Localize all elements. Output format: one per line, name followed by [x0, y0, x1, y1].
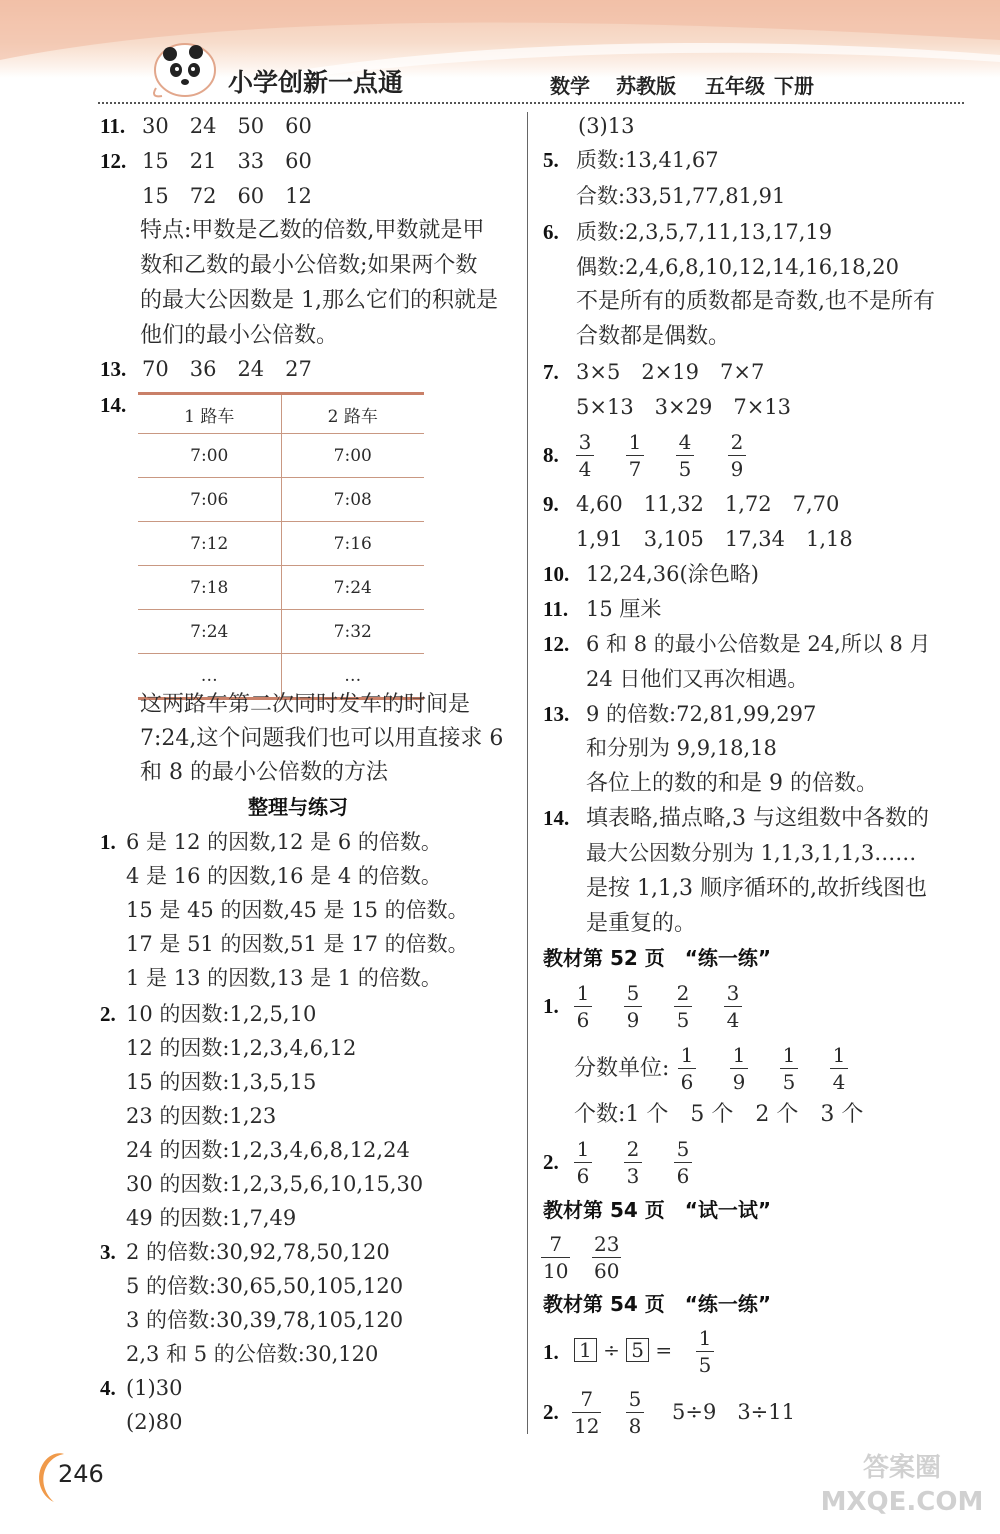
fraction [678, 1045, 696, 1092]
header-edition: 苏教版 [616, 74, 676, 98]
fraction-numerator: 1 [782, 1043, 796, 1067]
fraction-denominator: 10 [543, 1259, 569, 1283]
l-q11-text: 30 24 50 60 [142, 114, 312, 138]
section-heading-p54-practice: 教材第 54 页 “练一练” [543, 1292, 772, 1316]
fraction-bar [592, 1257, 621, 1258]
r-q6-line: 合数都是偶数。 [576, 324, 731, 349]
fraction-numerator: 5 [626, 981, 640, 1005]
table-cell: 7:32 [281, 610, 424, 654]
l-q2-line: 24 的因数:1,2,3,4,6,8,12,24 [126, 1138, 410, 1162]
l-q2-num: 2. [100, 1002, 116, 1026]
fraction-numerator: 2 [730, 430, 744, 454]
r-q9-num: 9. [543, 492, 559, 516]
fraction-numerator: 7 [580, 1387, 594, 1411]
fraction-bar [696, 1351, 714, 1352]
fraction-bar [780, 1068, 798, 1069]
l-q2-line: 12 的因数:1,2,3,4,6,12 [126, 1036, 357, 1060]
table-cell: … [281, 654, 424, 699]
fraction [541, 1234, 570, 1281]
fraction-numerator: 1 [680, 1043, 694, 1067]
fraction-denominator: 4 [832, 1070, 846, 1094]
l-q3-line: 5 的倍数:30,65,50,105,120 [126, 1274, 404, 1298]
p54-q1-num: 1. [543, 1340, 559, 1364]
fraction-bar [674, 1162, 692, 1163]
answer-box: 5 [626, 1338, 649, 1362]
fraction-bar [830, 1068, 848, 1069]
r-top-line: (3)13 [578, 114, 635, 138]
p54-q1-expr [574, 1338, 672, 1362]
fraction-numerator: 5 [676, 1137, 690, 1161]
table-row [138, 566, 424, 610]
r-q7-line: 5×13 3×29 7×13 [576, 395, 792, 419]
fraction-denominator: 60 [594, 1259, 620, 1283]
l-q13-text: 70 36 24 27 [142, 357, 312, 381]
fraction [674, 1139, 692, 1186]
table-cell: … [138, 654, 281, 699]
fraction-bar [674, 1006, 692, 1007]
p54-q2-num: 2. [543, 1400, 559, 1424]
r-q12-line: 6 和 8 的最小公倍数是 24,所以 8 月 [586, 632, 931, 656]
l-q4-line: (1)30 [126, 1376, 183, 1400]
fraction [574, 1139, 592, 1186]
r-q14-line: 是重复的。 [586, 911, 697, 936]
fraction [572, 1389, 601, 1436]
panda-mascot-logo [150, 38, 220, 100]
fraction-denominator: 7 [628, 457, 642, 481]
l-q1-line: 1 是 13 的因数,13 是 1 的倍数。 [126, 966, 442, 990]
r-q13-line: 各位上的数的和是 9 的倍数。 [586, 771, 878, 796]
fraction-bar [576, 455, 594, 456]
l-q1-line: 4 是 16 的因数,16 是 4 的倍数。 [126, 864, 442, 888]
fraction [626, 1389, 644, 1436]
l-q2-line: 15 的因数:1,3,5,15 [126, 1070, 317, 1094]
fraction-bar [541, 1257, 570, 1258]
l-q2-line: 30 的因数:1,2,3,5,6,10,15,30 [126, 1172, 424, 1196]
bus-schedule-table [138, 392, 424, 700]
table-cell: 7:24 [281, 566, 424, 610]
fraction-numerator: 23 [594, 1232, 620, 1256]
l-q12-p1: 特点:甲数是乙数的倍数,甲数就是甲 [140, 218, 485, 243]
p54-q2-rest: 5÷9 3÷11 [672, 1400, 795, 1424]
answer-box: 1 [574, 1338, 597, 1362]
table-header-cell: 1 路车 [138, 394, 281, 434]
fraction-numerator: 1 [732, 1043, 746, 1067]
fraction-denominator: 5 [676, 1008, 690, 1032]
fraction-numerator: 2 [676, 981, 690, 1005]
r-q13-num: 13. [543, 702, 570, 726]
l-q1-line: 17 是 51 的因数,51 是 17 的倍数。 [126, 932, 469, 956]
fraction-denominator: 12 [574, 1414, 600, 1438]
r-q10-text: 12,24,36(涂色略) [586, 562, 759, 586]
r-q12-num: 12. [543, 632, 570, 656]
l-q4-line: (2)80 [126, 1410, 183, 1434]
equals-sign: = [655, 1338, 673, 1362]
l-q12-num: 12. [100, 149, 127, 173]
fraction-bar [724, 1006, 742, 1007]
fraction-bar [676, 455, 694, 456]
fraction [676, 432, 694, 479]
r-q13-line: 9 的倍数:72,81,99,297 [586, 702, 817, 726]
r-q8-num: 8. [543, 443, 559, 467]
fraction-numerator: 1 [576, 1137, 590, 1161]
r-q6-line: 偶数:2,4,6,8,10,12,14,16,18,20 [576, 255, 899, 279]
fraction-numerator: 5 [628, 1387, 642, 1411]
l-q2-line: 10 的因数:1,2,5,10 [126, 1002, 317, 1026]
fraction-bar [728, 455, 746, 456]
page-number: 246 [58, 1460, 104, 1488]
fraction-denominator: 9 [626, 1008, 640, 1032]
fraction-numerator: 1 [576, 981, 590, 1005]
p52-q2-num: 2. [543, 1150, 559, 1174]
fraction-denominator: 5 [698, 1353, 712, 1377]
table-row [138, 610, 424, 654]
r-q11-num: 11. [543, 597, 569, 621]
section-heading-p52: 教材第 52 页 “练一练” [543, 946, 772, 970]
section-heading-p54-try: 教材第 54 页 “试一试” [543, 1198, 772, 1222]
fraction-denominator: 6 [676, 1164, 690, 1188]
r-q9-line: 1,91 3,105 17,34 1,18 [576, 527, 853, 551]
r-q14-line: 填表略,描点略,3 与这组数中各数的 [586, 806, 929, 831]
r-q5-line: 合数:33,51,77,81,91 [576, 184, 786, 208]
fraction [780, 1045, 798, 1092]
l-q3-line: 3 的倍数:30,39,78,105,120 [126, 1308, 404, 1332]
r-q13-line: 和分别为 9,9,18,18 [586, 736, 777, 760]
r-q5-num: 5. [543, 148, 559, 172]
table-cell: 7:00 [281, 434, 424, 478]
table-row [138, 478, 424, 522]
l-q3-line: 2,3 和 5 的公倍数:30,120 [126, 1342, 379, 1366]
fraction-bar [624, 1162, 642, 1163]
fraction [626, 432, 644, 479]
fraction-bar [626, 1412, 644, 1413]
fraction-numerator: 7 [549, 1232, 563, 1256]
header-divider [98, 102, 964, 104]
fraction-numerator: 3 [726, 981, 740, 1005]
fraction [674, 983, 692, 1030]
fraction-numerator: 1 [698, 1326, 712, 1350]
header-subject: 数学 [550, 74, 590, 98]
fraction-bar [626, 455, 644, 456]
table-cell: 7:24 [138, 610, 281, 654]
unit-label: 分数单位: [574, 1056, 670, 1081]
table-row [138, 522, 424, 566]
table-cell: 7:16 [281, 522, 424, 566]
r-q5-line: 质数:13,41,67 [576, 148, 719, 172]
l-q14-num: 14. [100, 393, 127, 417]
l-q12-line1: 15 21 33 60 [142, 149, 312, 173]
r-q14-line: 是按 1,1,3 顺序循环的,故折线图也 [586, 876, 927, 901]
l-q1-num: 1. [100, 830, 116, 854]
fraction [592, 1234, 621, 1281]
l-q13-num: 13. [100, 357, 127, 381]
header-grade: 五年级 [705, 74, 765, 98]
l-q2-line: 23 的因数:1,23 [126, 1104, 277, 1128]
r-q10-num: 10. [543, 562, 570, 586]
l-q12-p3: 的最大公因数是 1,那么它们的积就是 [140, 288, 498, 313]
p52-q1-num: 1. [543, 994, 559, 1018]
fraction-numerator: 1 [628, 430, 642, 454]
fraction-denominator: 9 [732, 1070, 746, 1094]
fraction-bar [730, 1068, 748, 1069]
table-cell: 7:00 [138, 434, 281, 478]
table-header-cell: 2 路车 [281, 394, 424, 434]
r-q14-num: 14. [543, 806, 570, 830]
fraction-bar [678, 1068, 696, 1069]
r-q11-text: 15 厘米 [586, 597, 662, 621]
fraction-bar [624, 1006, 642, 1007]
table-cell: 7:08 [281, 478, 424, 522]
fraction [574, 983, 592, 1030]
fraction [624, 1139, 642, 1186]
l-q1-line: 15 是 45 的因数,45 是 15 的倍数。 [126, 898, 469, 922]
r-q6-line: 质数:2,3,5,7,11,13,17,19 [576, 220, 833, 244]
l-q12-p2: 数和乙数的最小公倍数;如果两个数 [140, 253, 478, 278]
l-q12-p4: 他们的最小公倍数。 [140, 323, 339, 348]
l-q14-p3: 和 8 的最小公倍数的方法 [140, 760, 388, 785]
r-q12-line: 24 日他们又再次相遇。 [586, 667, 809, 691]
fraction-denominator: 6 [576, 1164, 590, 1188]
fraction-denominator: 9 [730, 457, 744, 481]
fraction-denominator: 6 [576, 1008, 590, 1032]
fraction [830, 1045, 848, 1092]
r-q6-line: 不是所有的质数都是奇数,也不是所有 [576, 289, 935, 314]
fraction-numerator: 3 [578, 430, 592, 454]
fraction-denominator: 8 [628, 1414, 642, 1438]
section-title: 整理与练习 [248, 795, 348, 819]
brand-title: 小学创新一点通 [228, 68, 404, 97]
fraction-numerator: 4 [678, 430, 692, 454]
table-row [138, 434, 424, 478]
fraction [696, 1328, 714, 1375]
fraction-bar [574, 1006, 592, 1007]
r-q6-num: 6. [543, 220, 559, 244]
fraction-numerator: 1 [832, 1043, 846, 1067]
table-header-row [138, 394, 424, 434]
fraction-denominator: 3 [626, 1164, 640, 1188]
fraction-bar [572, 1412, 601, 1413]
r-q14-line: 最大公因数分别为 1,1,3,1,1,3…… [586, 841, 917, 865]
l-q14-p1: 这两路车第二次同时发车的时间是 [140, 692, 471, 717]
fraction [730, 1045, 748, 1092]
r-q7-line: 3×5 2×19 7×7 [576, 360, 765, 384]
fraction-denominator: 5 [782, 1070, 796, 1094]
r-q9-line: 4,60 11,32 1,72 7,70 [576, 492, 840, 516]
divide-sign: ÷ [603, 1338, 620, 1362]
r-q7-num: 7. [543, 360, 559, 384]
table-cell: 7:06 [138, 478, 281, 522]
l-q12-line2: 15 72 60 12 [142, 184, 312, 208]
fraction [724, 983, 742, 1030]
column-divider [527, 112, 528, 1434]
l-q11-num: 11. [100, 114, 126, 138]
l-q14-p2: 7:24,这个问题我们也可以用直接求 6 [140, 726, 504, 751]
fraction [576, 432, 594, 479]
fraction-denominator: 5 [678, 457, 692, 481]
fraction-denominator: 4 [726, 1008, 740, 1032]
table-cell: 7:12 [138, 522, 281, 566]
l-q4-num: 4. [100, 1376, 116, 1400]
l-q1-line: 6 是 12 的因数,12 是 6 的倍数。 [126, 830, 442, 854]
fraction-numerator: 2 [626, 1137, 640, 1161]
table-cell: 7:18 [138, 566, 281, 610]
l-q3-line: 2 的倍数:30,92,78,50,120 [126, 1240, 390, 1264]
fraction [728, 432, 746, 479]
l-q2-line: 49 的因数:1,7,49 [126, 1206, 297, 1230]
watermark-logo: 答案圈 MXQE.COM [820, 1453, 984, 1517]
header-volume: 下册 [774, 74, 814, 98]
fraction-denominator: 4 [578, 457, 592, 481]
count-line: 个数:1 个 5 个 2 个 3 个 [574, 1102, 864, 1127]
fraction-denominator: 6 [680, 1070, 694, 1094]
fraction-bar [574, 1162, 592, 1163]
fraction [624, 983, 642, 1030]
l-q3-num: 3. [100, 1240, 116, 1264]
